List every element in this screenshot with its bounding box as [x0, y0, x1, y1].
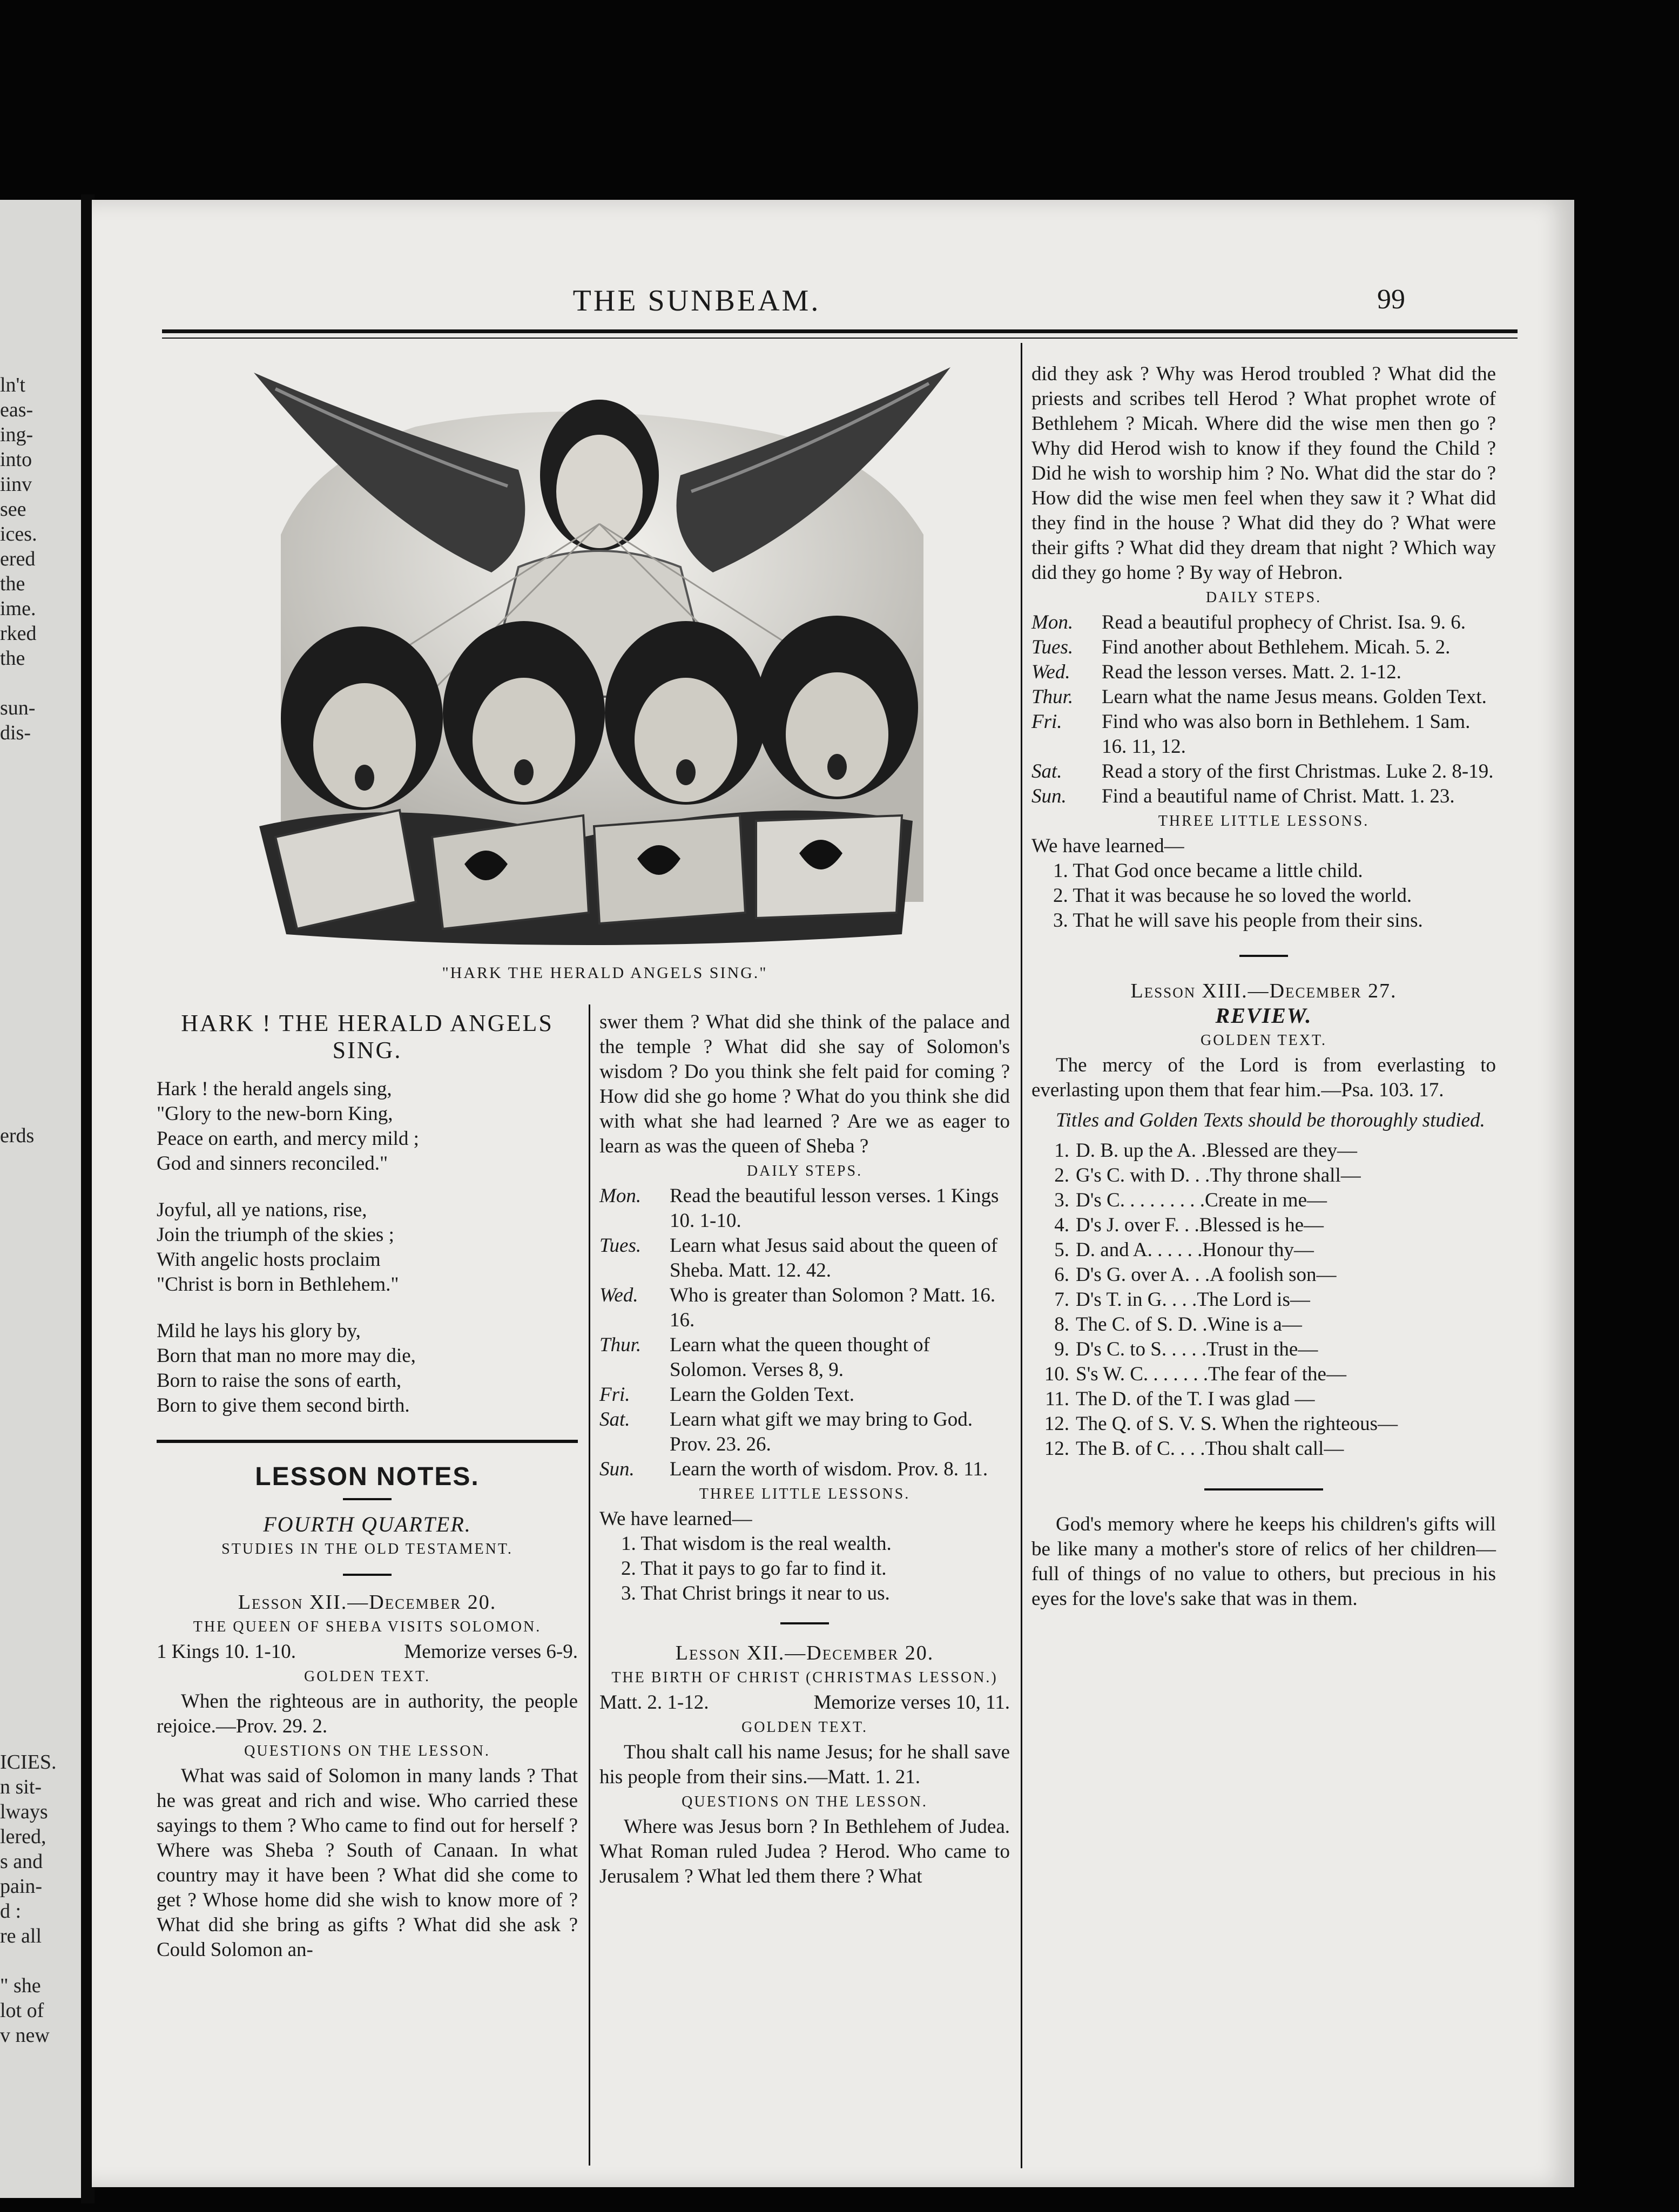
review-item: [1031, 1188, 1496, 1213]
review-item-text: S's W. C. . . . . . .The fear of the—: [1076, 1363, 1346, 1385]
review-item: [1031, 1163, 1496, 1188]
lesson-subject-2: THE BIRTH OF CHRIST (CHRISTMAS LESSON.): [611, 1669, 998, 1686]
daily-step: [1031, 710, 1496, 759]
adjacent-page-line: the: [0, 647, 25, 670]
lesson-notes-heading: LESSON NOTES.: [255, 1462, 480, 1491]
daily-step: [599, 1233, 1010, 1283]
adjacent-page-line: " she: [0, 1974, 41, 1997]
adjacent-page-line: [0, 1948, 57, 1973]
daily-step-day: Sat.: [599, 1408, 630, 1431]
header-rule-thin: [162, 338, 1518, 339]
header-rule: [162, 329, 1518, 333]
daily-step-day: Fri.: [1031, 711, 1062, 733]
lesson-heading-3: Lesson XIII.—December 27.: [1130, 980, 1397, 1002]
review-item: [1031, 1387, 1496, 1412]
learned-item: 3. That Christ brings it near to us.: [621, 1582, 890, 1604]
adjacent-page-line: ime.: [0, 597, 36, 620]
review-item-number: 9.: [1054, 1338, 1069, 1360]
adjacent-page-line: sun-: [0, 697, 36, 719]
review-item-number: 10.: [1044, 1363, 1069, 1385]
daily-step: [1031, 660, 1496, 685]
daily-step: [599, 1382, 1010, 1407]
column-divider-right: [1021, 343, 1022, 2168]
lesson-reference-2: Matt. 2. 1-12.: [599, 1691, 709, 1714]
adjacent-page-line: dis-: [0, 721, 31, 744]
daily-step: [599, 1184, 1010, 1233]
daily-step-day: Tues.: [1031, 636, 1074, 658]
learned-list: [599, 1532, 1010, 1606]
daily-step-day: Thur.: [599, 1334, 642, 1356]
golden-text-label-3: GOLDEN TEXT.: [1200, 1032, 1327, 1049]
illustration-caption: "HARK THE HERALD ANGELS SING.": [442, 964, 768, 982]
hymn-line: Join the triumph of the skies ;: [157, 1224, 394, 1246]
adjacent-page-text-top: [0, 373, 37, 745]
daily-step-text: Read a story of the first Christmas. Luke 2. 8-19.: [1102, 760, 1494, 783]
lesson-subject: THE QUEEN OF SHEBA VISITS SOLOMON.: [193, 1618, 542, 1635]
daily-steps-label: DAILY STEPS.: [746, 1163, 863, 1179]
learned-item: 3. That he will save his people from their sins.: [1053, 909, 1423, 932]
adjacent-page-line: the: [0, 572, 25, 595]
adjacent-page-line: lways: [0, 1800, 48, 1823]
golden-text: When the righteous are in authority, the people rejoice.—Prov. 29. 2.: [157, 1690, 578, 1737]
review-item: [1031, 1238, 1496, 1263]
short-rule: [343, 1574, 392, 1576]
daily-step-day: Fri.: [599, 1384, 630, 1406]
hymn-line: With angelic hosts proclaim: [157, 1249, 381, 1271]
section-rule: [157, 1440, 578, 1443]
newspaper-page: [92, 200, 1574, 2187]
lesson-heading-2: Lesson XII.—December 20.: [675, 1642, 934, 1664]
learned-item: 1. That God once became a little child.: [1053, 860, 1363, 882]
daily-step: [599, 1407, 1010, 1457]
learned-intro: We have learned—: [599, 1508, 752, 1530]
review-item-text: D's T. in G. . . .The Lord is—: [1076, 1289, 1310, 1311]
review-item: [1031, 1337, 1496, 1362]
adjacent-page-line: see: [0, 498, 26, 521]
questions-continued-right: did they ask ? Why was Herod troubled ? What did the priests and scribes tell Herod ? What prophet wrote of Bethlehem ? Micah. Where did the wise men then go ? Why did Herod wish to know if they found the Child ? Did he wish to worship him ? No. What did the star do ? How did the wise men feel when they saw it ? What did they find in the house ? What did they do ? What were their gifts ? What did they dream that night ? Which way did they go home ? By way of Hebron.: [1031, 363, 1496, 584]
daily-step-text: Learn what gift we may bring to God. Prov. 23. 26.: [670, 1408, 973, 1455]
review-item-number: 6.: [1054, 1264, 1069, 1286]
hymn-title: HARK ! THE HERALD ANGELS SING.: [181, 1010, 554, 1063]
questions-label: QUESTIONS ON THE LESSON.: [244, 1743, 490, 1759]
review-item-number: 12.: [1044, 1438, 1069, 1460]
golden-text-2: Thou shalt call his name Jesus; for he shall save his people from their sins.—Matt. 1. 21.: [599, 1741, 1010, 1788]
hymn-stanza: [157, 1077, 578, 1176]
learned-item: 1. That wisdom is the real wealth.: [621, 1533, 892, 1555]
adjacent-page-line: ing-: [0, 423, 33, 446]
adjacent-page-line: re all: [0, 1925, 42, 1947]
learned-item: 2. That it pays to go far to find it.: [621, 1557, 887, 1580]
daily-step: [1031, 610, 1496, 635]
adjacent-page-line: ICIES.: [0, 1751, 57, 1773]
three-lessons-label: THREE LITTLE LESSONS.: [699, 1486, 911, 1502]
angel-and-choir-image: [238, 362, 972, 961]
adjacent-page-line: into: [0, 448, 32, 471]
daily-step-day: Mon.: [599, 1185, 642, 1207]
golden-text-label: GOLDEN TEXT.: [304, 1668, 431, 1685]
questions-continued: swer them ? What did she think of the palace and the temple ? What did she say of Solomon's wisdom ? Do you think she felt paid for coming ? How did she go home ? What do you think she did with what she had learned ? Are we as eager to learn as was the queen of Sheba ?: [599, 1011, 1010, 1157]
hymn-line: Born to give them second birth.: [157, 1394, 410, 1417]
adjacent-page-fragment: [0, 200, 81, 2198]
daily-step-text: Learn what the name Jesus means. Golden Text.: [1102, 686, 1487, 708]
questions-text: What was said of Solomon in many lands ? That he was great and rich and wise. Who carried these sayings to them ? Who came to find out for herself ? Where was Sheba ? South of Canaan. In what country may it have been ? What did she come to get ? Whose home did she wish to know more of ? What did she bring as gifts ? What did she ask ? Could Solomon an-: [157, 1765, 578, 1961]
adjacent-page-line: rked: [0, 622, 37, 645]
adjacent-page-line: [0, 671, 37, 696]
questions-label-2: QUESTIONS ON THE LESSON.: [682, 1793, 928, 1810]
adjacent-page-line: lot of: [0, 1999, 44, 2022]
adjacent-page-text-mid: erds: [0, 1124, 35, 1147]
review-item-text: G's C. with D. . .Thy throne shall—: [1076, 1164, 1361, 1186]
hymn-stanza: [157, 1319, 578, 1418]
review-item-number: 12.: [1044, 1413, 1069, 1435]
review-item-number: 8.: [1054, 1313, 1069, 1336]
daily-step: [599, 1283, 1010, 1333]
adjacent-page-text-bottom: [0, 1750, 57, 2048]
daily-step-text: Learn the Golden Text.: [670, 1384, 854, 1406]
daily-step: [1031, 635, 1496, 660]
memorize-verses: Memorize verses 6-9.: [404, 1641, 578, 1663]
golden-text-3: The mercy of the Lord is from everlasting to everlasting upon them that fear him.—Psa. 103. 17.: [1031, 1054, 1496, 1101]
daily-step-day: Wed.: [599, 1284, 638, 1306]
section-rule: [1204, 1488, 1323, 1491]
adjacent-page-line: pain-: [0, 1875, 43, 1898]
daily-step-day: Sun.: [599, 1458, 635, 1480]
memorize-verses-2: Memorize verses 10, 11.: [813, 1691, 1010, 1714]
left-column: [157, 1010, 578, 1963]
review-title: REVIEW.: [1215, 1003, 1312, 1028]
right-column: [1031, 362, 1496, 1611]
lesson-reference-row-2: [599, 1690, 1010, 1715]
review-item-text: The D. of the T. I was glad —: [1076, 1388, 1315, 1410]
adjacent-page-line: ered: [0, 548, 36, 570]
daily-steps-list-right: [1031, 610, 1496, 809]
review-item-number: 4.: [1054, 1214, 1069, 1236]
adjacent-page-line: ln't: [0, 374, 25, 396]
hymn-stanza: [157, 1198, 578, 1297]
review-item: [1031, 1437, 1496, 1461]
daily-step-text: Learn what Jesus said about the queen of Sheba. Matt. 12. 42.: [670, 1235, 998, 1282]
hymn-line: "Christ is born in Bethlehem.": [157, 1273, 399, 1296]
review-item: [1031, 1287, 1496, 1312]
quarter-title: FOURTH QUARTER.: [263, 1512, 471, 1536]
daily-step-text: Find a beautiful name of Christ. Matt. 1. 23.: [1102, 785, 1455, 807]
daily-steps-list: [599, 1184, 1010, 1482]
review-item-text: D's J. over F. . .Blessed is he—: [1076, 1214, 1324, 1236]
learned-list-right: [1031, 859, 1496, 933]
adjacent-page-line: ices.: [0, 523, 37, 545]
review-item-text: D's G. over A. . .A foolish son—: [1076, 1264, 1337, 1286]
adjacent-page-line: iinv: [0, 473, 32, 496]
hymn-line: Born that man no more may die,: [157, 1345, 416, 1367]
review-item-text: The B. of C. . . .Thou shalt call—: [1076, 1438, 1344, 1460]
daily-step-text: Read the beautiful lesson verses. 1 Kings 10. 1-10.: [670, 1185, 999, 1232]
daily-step-text: Find who was also born in Bethlehem. 1 Sam. 16. 11, 12.: [1102, 711, 1471, 758]
review-item-number: 1.: [1054, 1139, 1069, 1162]
learned-intro-right: We have learned—: [1031, 835, 1184, 857]
daily-step-day: Thur.: [1031, 686, 1074, 708]
daily-step-text: Read a beautiful prophecy of Christ. Isa. 9. 6.: [1102, 611, 1466, 633]
lesson-reference: 1 Kings 10. 1-10.: [157, 1641, 296, 1663]
hymn-line: Hark ! the herald angels sing,: [157, 1078, 392, 1100]
daily-step-text: Learn the worth of wisdom. Prov. 8. 11.: [670, 1458, 988, 1480]
questions-text-2: Where was Jesus born ? In Bethlehem of Judea. What Roman ruled Judea ? Herod. Who came to Jerusalem ? What led them there ? What: [599, 1816, 1010, 1887]
hymn-line: Joyful, all ye nations, rise,: [157, 1199, 367, 1221]
lesson-heading: Lesson XII.—December 20.: [238, 1591, 497, 1614]
review-item-text: D. B. up the A. .Blessed are they—: [1076, 1139, 1357, 1162]
review-item: [1031, 1312, 1496, 1337]
daily-step-day: Sat.: [1031, 760, 1062, 783]
adjacent-page-line: lered,: [0, 1825, 46, 1848]
daily-step-day: Wed.: [1031, 661, 1070, 683]
daily-step-day: Sun.: [1031, 785, 1067, 807]
review-item: [1031, 1412, 1496, 1437]
adjacent-page-line: n sit-: [0, 1776, 42, 1798]
adjacent-page-line: eas-: [0, 399, 33, 421]
daily-step: [599, 1333, 1010, 1382]
hymn-line: Born to raise the sons of earth,: [157, 1370, 402, 1392]
learned-item: 2. That it was because he so loved the world.: [1053, 885, 1412, 907]
daily-step: [599, 1457, 1010, 1482]
three-lessons-label-right: THREE LITTLE LESSONS.: [1158, 813, 1370, 830]
hymn-line: God and sinners reconciled.": [157, 1152, 388, 1175]
review-item: [1031, 1138, 1496, 1163]
golden-text-label-2: GOLDEN TEXT.: [741, 1719, 868, 1736]
review-list: [1031, 1138, 1496, 1461]
studies-subtitle: STUDIES IN THE OLD TESTAMENT.: [221, 1541, 513, 1557]
daily-step-text: Learn what the queen thought of Solomon. Verses 8, 9.: [670, 1334, 930, 1381]
short-rule: [343, 1498, 392, 1500]
review-item-text: D's C. to S. . . . .Trust in the—: [1076, 1338, 1318, 1360]
review-item-text: The C. of S. D. .Wine is a—: [1076, 1313, 1302, 1336]
daily-step-day: Tues.: [599, 1235, 642, 1257]
running-head-title: THE SUNBEAM.: [572, 284, 821, 318]
review-item-number: 5.: [1054, 1239, 1069, 1261]
lesson-reference-row: [157, 1640, 578, 1664]
middle-column: [599, 1010, 1010, 1889]
daily-step-text: Find another about Bethlehem. Micah. 5. 2.: [1102, 636, 1451, 658]
daily-step-text: Read the lesson verses. Matt. 2. 1-12.: [1102, 661, 1401, 683]
column-divider-left: [589, 1004, 590, 2166]
page-number: 99: [1377, 284, 1405, 315]
short-rule: [1239, 955, 1288, 957]
hymn-line: "Glory to the new-born King,: [157, 1103, 393, 1125]
adjacent-page-line: s and: [0, 1850, 43, 1873]
herald-angel-illustration: [238, 362, 972, 961]
review-item: [1031, 1213, 1496, 1238]
review-item: [1031, 1362, 1496, 1387]
review-item-text: D's C. . . . . . . . .Create in me—: [1076, 1189, 1327, 1211]
daily-step: [1031, 685, 1496, 710]
hymn-line: Mild he lays his glory by,: [157, 1320, 361, 1342]
review-item-text: The Q. of S. V. S. When the righteous—: [1076, 1413, 1398, 1435]
hymn-line: Peace on earth, and mercy mild ;: [157, 1128, 419, 1150]
adjacent-page-line: d :: [0, 1900, 22, 1923]
review-item-number: 3.: [1054, 1189, 1069, 1211]
daily-step: [1031, 759, 1496, 784]
short-rule: [780, 1622, 829, 1624]
daily-step-day: Mon.: [1031, 611, 1074, 633]
review-item-text: D. and A. . . . . .Honour thy—: [1076, 1239, 1314, 1261]
adjacent-page-line: v new: [0, 2024, 50, 2047]
review-item-number: 11.: [1045, 1388, 1069, 1410]
daily-steps-label-right: DAILY STEPS.: [1205, 589, 1322, 606]
daily-step-text: Who is greater than Solomon ? Matt. 16. 16.: [670, 1284, 996, 1331]
review-item-number: 2.: [1054, 1164, 1069, 1186]
review-item-number: 7.: [1054, 1289, 1069, 1311]
hymn-stanzas: [157, 1077, 578, 1418]
closing-paragraph: God's memory where he keeps his children's gifts will be like many a mother's store of relics of her children—full of things of no value to others, but precious in his eyes for the love's sake that was in them.: [1031, 1513, 1496, 1610]
daily-step: [1031, 784, 1496, 809]
titles-note: Titles and Golden Texts should be thoroughly studied.: [1056, 1109, 1485, 1131]
review-item: [1031, 1263, 1496, 1287]
